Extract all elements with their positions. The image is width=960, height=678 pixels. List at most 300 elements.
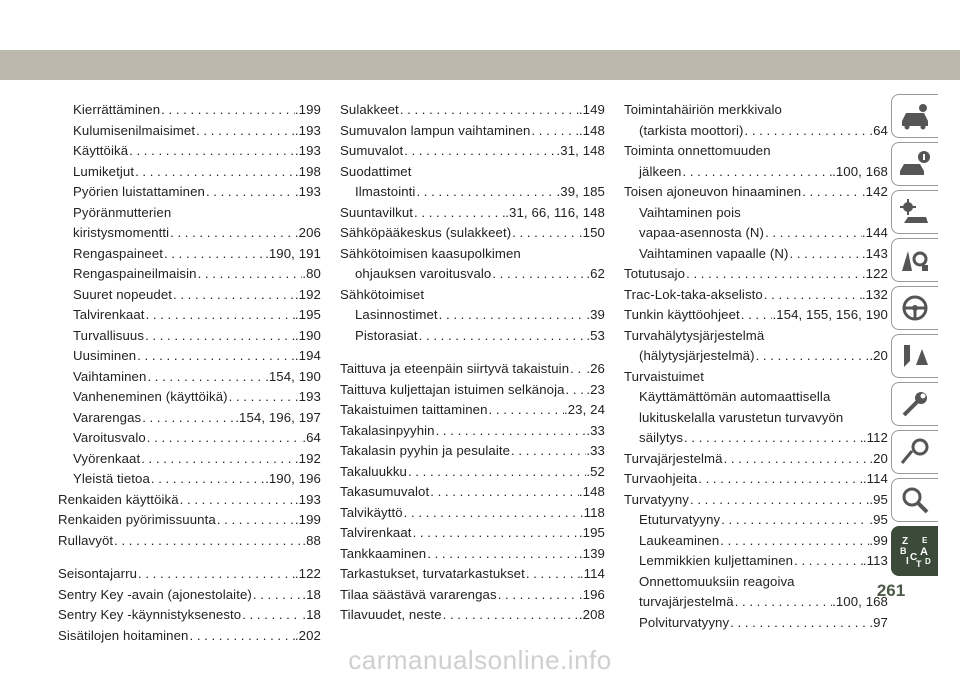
index-heading: Onnettomuuksiin reagoiva: [639, 573, 795, 589]
entry-page-refs: .80: [302, 266, 321, 281]
index-entry[interactable]: [624, 469, 888, 490]
index-entry[interactable]: [58, 346, 321, 367]
entry-term: Vyörenkaat: [73, 450, 141, 466]
entry-page-refs: .122: [861, 266, 888, 281]
index-entry[interactable]: [58, 223, 321, 244]
entry-term: Takaluukku: [340, 463, 407, 479]
leader-dots: [789, 244, 862, 265]
entry-page-refs: .139: [578, 545, 605, 561]
leader-dots: [241, 605, 302, 626]
entry-page-refs: .97: [869, 614, 888, 630]
svg-text:A: A: [920, 546, 928, 558]
leader-dots: [407, 462, 586, 483]
index-entry[interactable]: [624, 449, 888, 470]
leader-dots: [755, 346, 870, 367]
index-entry[interactable]: [340, 585, 605, 606]
wrench-maintenance-icon: [898, 389, 932, 419]
index-entry[interactable]: [624, 182, 888, 203]
car-info-icon: [898, 149, 932, 179]
leader-dots: [399, 100, 579, 121]
index-entry[interactable]: [340, 503, 605, 524]
leader-dots: [744, 121, 870, 142]
entry-page-refs: .148: [578, 484, 605, 499]
index-entry[interactable]: [340, 326, 605, 347]
index-entry[interactable]: [58, 387, 321, 408]
entry-page-refs: .88: [302, 532, 321, 548]
entry-term: Turvaohjeita: [624, 471, 698, 486]
chapter-tab-maintenance[interactable]: [891, 382, 938, 426]
entry-page-refs: .23: [586, 381, 605, 397]
entry-term: Tilaa säästävä vararengas: [340, 586, 497, 602]
entry-term: Lemmikkien kuljettaminen: [639, 553, 794, 568]
entry-page-refs: .114: [579, 566, 605, 581]
entry-term: Turvallisuus: [73, 327, 145, 343]
index-entry[interactable]: [58, 469, 321, 490]
leader-dots: [426, 544, 579, 565]
leader-dots: [763, 285, 862, 306]
index-entry[interactable]: [58, 510, 321, 531]
chapter-tab-warnings[interactable]: [891, 238, 938, 282]
leader-dots: [403, 141, 556, 162]
index-column-1: [58, 100, 321, 646]
index-heading: Sähkötoimiset: [340, 286, 425, 302]
entry-term: Sentry Key -avain (ajonestolaite): [58, 586, 252, 602]
entry-page-refs: .199: [294, 512, 321, 527]
entry-term: Sumuvalot: [340, 143, 404, 158]
leader-dots: [403, 503, 580, 524]
index-entry[interactable]: [624, 490, 888, 511]
entry-term: kiristysmomentti: [73, 225, 170, 240]
leader-dots: [169, 223, 295, 244]
index-heading: Käyttämättömän automaattisella: [639, 389, 831, 404]
leader-dots: [137, 564, 295, 585]
entry-page-refs: .144: [861, 225, 888, 240]
entry-page-refs: .31, 148: [556, 143, 605, 158]
specifications-icon: [898, 437, 932, 467]
index-entry[interactable]: [340, 264, 605, 285]
entry-term: Vaihtaminen vapaalle (N): [639, 245, 789, 261]
entry-term: Vaihtaminen: [73, 368, 147, 384]
entry-term: Tunkin käyttöohjeet: [624, 307, 740, 322]
leader-dots: [697, 469, 863, 490]
leader-dots: [128, 141, 295, 162]
entry-page-refs: .64: [302, 430, 321, 445]
index-entry[interactable]: [58, 182, 321, 203]
leader-dots: [488, 400, 564, 421]
leader-dots: [195, 121, 295, 142]
entry-term: Rullavyöt: [58, 532, 114, 548]
index-entry[interactable]: [58, 585, 321, 606]
entry-page-refs: .195: [578, 525, 605, 540]
leader-dots: [113, 531, 302, 552]
index-entry[interactable]: [340, 462, 605, 483]
leader-dots: [491, 264, 586, 285]
entry-term: Pistorasiat: [355, 327, 418, 343]
index-entry[interactable]: [624, 428, 888, 449]
entry-page-refs: .114: [862, 471, 888, 486]
entry-term: Trac-Lok-taka-akselisto: [624, 286, 763, 302]
index-entry[interactable]: [624, 346, 888, 367]
entry-term: Suuntavilkut: [340, 204, 414, 220]
entry-term: Taittuva ja eteenpäin siirtyvä takaistuin: [340, 361, 570, 376]
leader-dots: [172, 285, 295, 306]
entry-page-refs: .18: [302, 607, 321, 622]
entry-page-refs: .132: [861, 286, 888, 302]
entry-page-refs: .142: [861, 184, 888, 199]
index-entry[interactable]: [624, 162, 888, 183]
leader-dots: [510, 441, 586, 462]
index-heading: Pyöränmutterien: [73, 204, 172, 220]
leader-dots: [429, 482, 579, 503]
index-entry[interactable]: [624, 531, 888, 552]
index-entry[interactable]: [58, 141, 321, 162]
leader-dots: [141, 408, 235, 429]
entry-page-refs: .154, 196, 197: [235, 409, 321, 425]
entry-page-refs: .192: [294, 450, 321, 466]
entry-page-refs: .31, 66, 116, 148: [505, 204, 605, 220]
entry-page-refs: .100, 168: [832, 163, 888, 179]
leader-dots: [252, 585, 302, 606]
index-entry[interactable]: [624, 285, 888, 306]
leader-dots: [412, 523, 579, 544]
entry-page-refs: .20: [869, 348, 888, 363]
index-entry[interactable]: [58, 531, 321, 552]
leader-dots: [140, 449, 295, 470]
index-entry[interactable]: [624, 244, 888, 265]
leader-dots: [150, 469, 265, 490]
index-entry[interactable]: [340, 203, 605, 224]
leader-dots: [683, 428, 863, 449]
entry-term: Talvirenkaat: [73, 307, 145, 322]
section-gap: [58, 551, 321, 564]
leader-dots: [205, 182, 295, 203]
leader-dots: [145, 305, 295, 326]
index-entry[interactable]: [624, 551, 888, 572]
entry-term: Talvirenkaat: [340, 525, 412, 540]
entry-page-refs: .20: [869, 450, 888, 466]
entry-page-refs: .62: [586, 266, 605, 281]
entry-page-refs: .154, 155, 156, 190: [772, 307, 888, 322]
entry-page-refs: .202: [294, 627, 321, 643]
index-entry[interactable]: [58, 626, 321, 647]
entry-term: Seisontajarru: [58, 566, 138, 581]
index-entry[interactable]: [340, 564, 605, 585]
leader-dots: [160, 100, 295, 121]
leader-dots: [435, 421, 587, 442]
entry-page-refs: .193: [294, 122, 321, 138]
chapter-tab-info[interactable]: [891, 142, 938, 186]
leader-dots: [729, 613, 869, 634]
leader-dots: [740, 305, 773, 326]
entry-term: (tarkista moottori): [639, 122, 744, 138]
entry-page-refs: .143: [861, 245, 888, 261]
alphabet-index-icon: [898, 534, 932, 568]
svg-text:T: T: [916, 559, 922, 568]
magnifier-index-icon: [898, 485, 932, 515]
leader-dots: [569, 359, 586, 380]
index-entry[interactable]: [624, 592, 888, 613]
index-entry[interactable]: [58, 605, 321, 626]
index-entry[interactable]: [624, 613, 888, 634]
entry-page-refs: .154, 190: [265, 368, 321, 384]
entry-page-refs: .190, 196: [265, 471, 321, 486]
entry-term: Varoitusvalo: [73, 430, 146, 445]
leader-dots: [189, 626, 295, 647]
entry-page-refs: .39, 185: [556, 184, 605, 199]
index-entry[interactable]: [58, 244, 321, 265]
entry-term: Ilmastointi: [355, 184, 416, 199]
entry-term: Takasumuvalot: [340, 484, 430, 499]
entry-term: Tilavuudet, neste: [340, 607, 442, 622]
svg-text:Z: Z: [902, 536, 909, 547]
entry-page-refs: .33: [586, 443, 605, 458]
entry-term: Tarkastukset, turvatarkastukset: [340, 566, 525, 581]
chapter-tab-index-active[interactable]: [891, 526, 938, 576]
index-heading: Suodattimet: [340, 163, 412, 179]
leader-dots: [413, 203, 505, 224]
index-entry[interactable]: [58, 564, 321, 585]
leader-dots: [197, 264, 303, 285]
index-entry[interactable]: [58, 121, 321, 142]
index-entry[interactable]: [58, 305, 321, 326]
entry-page-refs: .39: [586, 307, 605, 322]
index-entry[interactable]: [58, 408, 321, 429]
entry-term: Vararengas: [73, 409, 142, 425]
entry-page-refs: .118: [579, 504, 605, 520]
index-entry[interactable]: [624, 305, 888, 326]
section-gap: [340, 346, 605, 359]
entry-term: Polviturvatyyny: [639, 614, 730, 630]
leader-dots: [216, 510, 295, 531]
entry-page-refs: .195: [294, 307, 321, 322]
index-heading: Turvaistuimet: [624, 368, 704, 384]
entry-term: Totutusajo: [624, 266, 686, 281]
index-entry[interactable]: [340, 421, 605, 442]
entry-term: Suuret nopeudet: [73, 286, 173, 302]
entry-term: vapaa-asennosta (N): [639, 225, 765, 240]
entry-term: Tankkaaminen: [340, 545, 427, 561]
entry-page-refs: .193: [294, 491, 321, 507]
index-heading: Turvahälytysjärjestelmä: [624, 327, 765, 343]
entry-page-refs: .206: [294, 225, 321, 240]
entry-page-refs: .194: [294, 348, 321, 363]
entry-term: Lumiketjut: [73, 163, 135, 179]
leader-dots: [719, 531, 869, 552]
index-entry[interactable]: [624, 264, 888, 285]
entry-page-refs: .113: [862, 553, 888, 568]
leader-dots: [134, 162, 295, 183]
index-entry[interactable]: [624, 510, 888, 531]
entry-term: (hälytysjärjestelmä): [639, 348, 755, 363]
leader-dots: [720, 510, 869, 531]
entry-page-refs: .192: [294, 286, 321, 302]
car-controls-icon: [898, 197, 932, 227]
svg-text:C: C: [910, 552, 918, 563]
leader-dots: [415, 182, 556, 203]
entry-page-refs: .148: [578, 122, 605, 138]
index-entry[interactable]: [58, 326, 321, 347]
index-entry[interactable]: [340, 544, 605, 565]
leader-dots: [418, 326, 587, 347]
chapter-tab-emergency[interactable]: [891, 334, 938, 378]
warning-lights-icon: [898, 245, 932, 275]
index-entry[interactable]: [58, 367, 321, 388]
leader-dots: [565, 380, 587, 401]
leader-dots: [179, 490, 295, 511]
entry-term: Kulumisenilmaisimet: [73, 122, 196, 138]
entry-page-refs: .190, 191: [265, 245, 321, 261]
entry-term: Lasinnostimet: [355, 307, 438, 322]
leader-dots: [525, 564, 580, 585]
chapter-tab-specifications[interactable]: [891, 430, 938, 474]
entry-term: Vanheneminen (käyttöikä): [73, 389, 228, 404]
car-dashboard-icon: [898, 101, 932, 131]
leader-dots: [511, 223, 579, 244]
leader-dots: [146, 428, 303, 449]
chapter-tab-driving[interactable]: [891, 286, 938, 330]
leader-dots: [136, 346, 295, 367]
entry-term: Käyttöikä: [73, 143, 129, 158]
leader-dots: [734, 592, 832, 613]
index-entry[interactable]: [340, 100, 605, 121]
entry-term: Etuturvatyyny: [639, 512, 721, 527]
page-number: 261: [876, 581, 906, 600]
leader-dots: [144, 326, 295, 347]
entry-term: Taittuva kuljettajan istuimen selkänoja: [340, 381, 565, 397]
svg-text:B: B: [900, 546, 907, 556]
entry-term: Takaistuimen taittaminen: [340, 402, 488, 417]
entry-term: Takalasin pyyhin ja pesulaite: [340, 443, 511, 458]
entry-page-refs: .64: [869, 122, 888, 138]
top-banner: [0, 50, 960, 80]
index-entry[interactable]: [58, 490, 321, 511]
index-heading: Toiminta onnettomuuden: [624, 143, 771, 158]
entry-term: Rengaspaineet: [73, 245, 164, 261]
index-entry[interactable]: [340, 359, 605, 380]
svg-text:I: I: [906, 556, 909, 567]
entry-term: Pyörien luistattaminen: [73, 184, 205, 199]
entry-page-refs: .122: [294, 566, 321, 581]
index-entry[interactable]: [340, 380, 605, 401]
entry-term: Laukeaminen: [639, 532, 720, 548]
index-entry[interactable]: [58, 264, 321, 285]
entry-term: turvajärjestelmä: [639, 594, 734, 609]
leader-dots: [685, 264, 862, 285]
index-entry[interactable]: [58, 100, 321, 121]
entry-page-refs: .193: [294, 143, 321, 158]
entry-page-refs: .95: [869, 491, 888, 507]
index-entry[interactable]: [58, 428, 321, 449]
leader-dots: [163, 244, 265, 265]
entry-page-refs: .95: [869, 512, 888, 527]
entry-term: Sumuvalon lampun vaihtaminen: [340, 122, 531, 138]
index-entry[interactable]: [340, 441, 605, 462]
index-entry[interactable]: [58, 162, 321, 183]
index-entry[interactable]: [340, 141, 605, 162]
leader-dots: [764, 223, 862, 244]
entry-page-refs: .100, 168: [832, 594, 888, 609]
index-entry[interactable]: [58, 449, 321, 470]
leader-dots: [146, 367, 265, 388]
steering-wheel-icon: [898, 293, 932, 323]
entry-page-refs: .193: [294, 389, 321, 404]
index-heading: Vaihtaminen pois: [639, 204, 741, 220]
entry-term: Renkaiden käyttöikä: [58, 491, 179, 507]
entry-page-refs: .199: [294, 102, 321, 117]
leader-dots: [438, 305, 587, 326]
entry-term: ohjauksen varoitusvalo: [355, 266, 492, 281]
svg-text:E: E: [922, 536, 928, 545]
entry-term: säilytys: [639, 430, 684, 445]
entry-page-refs: .99: [869, 532, 888, 548]
entry-term: Turvajärjestelmä: [624, 450, 723, 466]
entry-page-refs: .26: [586, 361, 605, 376]
chapter-tab-index-search[interactable]: [891, 478, 938, 522]
entry-term: Renkaiden pyörimissuunta: [58, 512, 216, 527]
entry-page-refs: .198: [294, 163, 321, 179]
chapter-tab-controls[interactable]: [891, 190, 938, 234]
watermark: carmanualsonline.info: [348, 645, 612, 675]
index-entry[interactable]: [340, 523, 605, 544]
index-heading: Sähkötoimisen kaasupolkimen: [340, 245, 521, 261]
index-entry[interactable]: [340, 223, 605, 244]
entry-page-refs: .196: [578, 586, 605, 602]
leader-dots: [442, 605, 579, 626]
entry-page-refs: .150: [578, 225, 605, 240]
index-entry[interactable]: [340, 305, 605, 326]
entry-page-refs: .23, 24: [563, 402, 605, 417]
entry-page-refs: .112: [862, 430, 888, 445]
entry-term: Kierrättäminen: [73, 102, 161, 117]
entry-page-refs: .149: [578, 102, 605, 117]
svg-text:D: D: [925, 557, 931, 566]
roadside-emergency-icon: [898, 341, 932, 371]
leader-dots: [793, 551, 863, 572]
index-entry[interactable]: [58, 285, 321, 306]
index-entry[interactable]: [340, 182, 605, 203]
index-entry[interactable]: [624, 121, 888, 142]
index-entry[interactable]: [340, 121, 605, 142]
entry-term: Sentry Key -käynnistyksenesto: [58, 607, 242, 622]
entry-term: jälkeen: [639, 163, 682, 179]
leader-dots: [801, 182, 862, 203]
leader-dots: [228, 387, 295, 408]
leader-dots: [723, 449, 870, 470]
leader-dots: [682, 162, 833, 183]
index-entry[interactable]: [340, 400, 605, 421]
index-heading: lukituskelalla varustetun turvavyön: [639, 409, 844, 425]
entry-page-refs: .53: [586, 327, 605, 343]
entry-term: Talvikäyttö: [340, 504, 403, 520]
index-entry[interactable]: [340, 482, 605, 503]
entry-term: Uusiminen: [73, 348, 137, 363]
entry-term: Takalasinpyyhin: [340, 422, 435, 438]
entry-page-refs: .193: [294, 184, 321, 199]
entry-page-refs: .52: [586, 463, 605, 479]
entry-term: Sähköpääkeskus (sulakkeet): [340, 225, 512, 240]
leader-dots: [530, 121, 578, 142]
leader-dots: [689, 490, 869, 511]
entry-page-refs: .190: [294, 327, 321, 343]
index-entry[interactable]: [340, 605, 605, 626]
index-entry[interactable]: [624, 223, 888, 244]
index-column-2: [340, 100, 605, 626]
entry-term: Sisätilojen hoitaminen: [58, 627, 189, 643]
entry-term: Turvatyyny: [624, 491, 689, 507]
index-heading: Toimintahäiriön merkkivalo: [624, 102, 782, 117]
entry-term: Rengaspaineilmaisin: [73, 266, 197, 281]
chapter-tab-dashboard[interactable]: [891, 94, 938, 138]
